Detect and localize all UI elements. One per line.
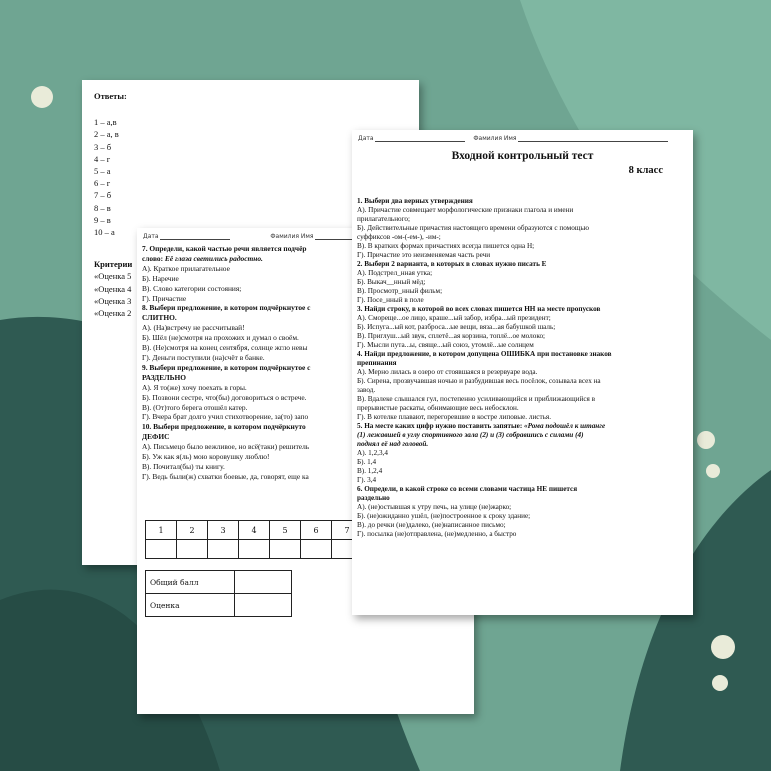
answer-grid-number: 7 <box>332 521 363 540</box>
grade-level: 8 класс <box>628 165 663 176</box>
option-text: А). Мерно лилась в озеро от стоявшаяся в резервуаре вода. <box>357 368 538 376</box>
text-line <box>357 386 688 395</box>
option-text: Г). В котелке плавают, перегоревшие в костре липовые. листья. <box>357 413 551 421</box>
option-text: Г). Причастие это неизменяемая часть речи <box>357 251 491 259</box>
option-text: А). Смореще...ое лицо, краше...ый забор, избра...ый президент; <box>357 314 551 322</box>
option-text: А). 1,2,3,4 <box>357 449 388 457</box>
text-line <box>357 233 688 242</box>
option-text: Б). Наречие <box>142 273 179 283</box>
option-text: В). Приглуш...ый звук, сплетё...ая корзина, топлё...ое молоко; <box>357 332 546 340</box>
option-text: прерывистые раскаты, обнимающие весь небосклон. <box>357 404 519 412</box>
option-text: В). В кратких формах причастиях всегда пишется одна Н; <box>357 242 535 250</box>
option-text: А). Подстрел_нная утка; <box>357 269 433 277</box>
option-text: А). Причастие совмещает морфологические признаки глагола и имени <box>357 206 574 214</box>
test-sheet-page-1 <box>352 130 693 615</box>
option-text: суффиксов -ом-(-ем-), -им-; <box>357 233 441 241</box>
text-line <box>357 269 688 278</box>
text-line <box>357 278 688 287</box>
answer-grid-number: 2 <box>177 521 208 540</box>
answer-item: 10 – а <box>94 227 115 238</box>
text-line <box>357 413 688 422</box>
text-line <box>357 332 688 341</box>
question-text: 10. Выбери предложение, в котором подчёркнуто <box>142 422 306 432</box>
option-text: Г). 3,4 <box>357 476 377 484</box>
text-line <box>357 485 688 494</box>
text-line <box>357 305 688 314</box>
answer-item: 7 – б <box>94 190 112 201</box>
text-line <box>357 296 688 305</box>
option-text: В). Слово категории состояния; <box>142 283 242 293</box>
option-text: А). (На)встречу не рассчитывай! <box>142 323 245 333</box>
text-line <box>357 503 688 512</box>
text-line <box>357 323 688 332</box>
answers-block <box>94 90 132 319</box>
option-text: Г). Деньги поступили (на)счёт в банке. <box>142 352 265 362</box>
answer-item: 3 – б <box>94 141 112 152</box>
total-score-label: Общий балл <box>146 571 235 594</box>
option-text: В). (Не)смотря на конец сентября, солнце жгло невы <box>142 343 308 353</box>
text-line <box>357 431 688 440</box>
answer-grid-number: 1 <box>146 521 177 540</box>
question-text: препинания <box>357 359 397 367</box>
quoted-text: Её глаза светились радостно. <box>164 253 263 263</box>
question-text: раздельно <box>357 494 390 502</box>
date-label: Дата <box>358 135 374 142</box>
option-text: Б). Уж как я(ль) мою коровушку люблю! <box>142 452 270 462</box>
criteria-title: Критерии <box>94 259 133 270</box>
text-line <box>357 251 688 260</box>
answer-item: 2 – а, в <box>94 129 119 140</box>
answer-grid-number: 6 <box>301 521 332 540</box>
option-text: Г). Посе_нный в поле <box>357 296 424 304</box>
text-line <box>357 350 688 359</box>
text-line <box>357 458 688 467</box>
option-text: Г). Ведь были(ж) схватки боевые, да, говорят, еще ка <box>142 471 309 481</box>
text-line <box>357 449 688 458</box>
text-line <box>357 404 688 413</box>
answer-grid <box>145 520 363 559</box>
name-label: Фамилия Имя <box>270 233 314 240</box>
option-text: Г). Мысли пута...ы, свяще...ый союз, утомлё...ые солнцем <box>357 341 534 349</box>
text-line <box>357 341 688 350</box>
answer-item: 9 – в <box>94 214 111 225</box>
option-text: В). до речки (не)далеко, (не)написанное письмо; <box>357 521 506 529</box>
text-line <box>357 512 688 521</box>
text-line <box>357 242 688 251</box>
text-line <box>357 287 688 296</box>
text-line <box>357 206 688 215</box>
option-text: Б). Позвони сестре, что(бы) договориться о встрече. <box>142 392 307 402</box>
date-label: Дата <box>143 233 159 240</box>
answers-title: Ответы: <box>94 91 127 101</box>
question-text: 2. Выбери 2 варианта, в которых в словах нужно писать Е <box>357 260 547 268</box>
option-text: В). 1,2,4 <box>357 467 383 475</box>
option-text: В). Просмотр_нный фильм; <box>357 287 443 295</box>
answers-list <box>94 116 132 238</box>
option-text: А). Я то(же) хочу поехать в горы. <box>142 382 247 392</box>
text-line <box>357 440 688 449</box>
text-line <box>357 314 688 323</box>
option-text: Б). Шёл (не)смотря на прохожих и думал о своём. <box>142 333 299 343</box>
criteria-list <box>94 270 132 319</box>
answer-grid-cell <box>146 540 177 559</box>
answer-item: 5 – а <box>94 166 111 177</box>
option-text: Б). Испуга...ый кот, разброса...ые вещи, вяза...ая бабушкой шаль; <box>357 323 556 331</box>
option-text: завод. <box>357 386 376 394</box>
test-title: Входной контрольный тест <box>451 150 594 162</box>
question-text: 6. Определи, в какой строке со всеми словами частица НЕ пишется <box>357 485 578 493</box>
answer-grid-number: 5 <box>270 521 301 540</box>
option-text: Г). Вчера брат долго учил стихотворение, за(то) запо <box>142 412 309 422</box>
text-line <box>357 197 688 206</box>
answer-grid-cell <box>177 540 208 559</box>
grade-label: Оценка <box>146 594 235 617</box>
answer-item: 1 – а,в <box>94 117 117 128</box>
text-line <box>357 359 688 368</box>
text-line <box>357 422 688 431</box>
text-line <box>357 368 688 377</box>
option-text: Б). Выкач__нный мёд; <box>357 278 426 286</box>
question-text: 3. Найди строку, в которой во всех словах пишется НН на месте пропусков <box>357 305 601 313</box>
option-text: Б). Сирена, прозвучавшая ночью и разбудившая весь посёлок, созывала всех на <box>357 377 601 385</box>
answer-grid-cell <box>208 540 239 559</box>
question-text: 1. Выбери два верных утверждения <box>357 197 473 205</box>
option-text: Б). (не)ожиданно ушёл, (не)построенное к сроку здание; <box>357 512 531 520</box>
question-text: 5. На месте каких цифр нужно поставить запятые: <box>357 422 525 430</box>
answer-item: 6 – г <box>94 178 111 189</box>
question-text: РАЗДЕЛЬНО <box>142 372 186 382</box>
text-line <box>357 395 688 404</box>
text-line <box>357 260 688 269</box>
answer-grid-number: 3 <box>208 521 239 540</box>
criteria-item: «Оценка 3 <box>94 295 132 306</box>
answer-item: 8 – в <box>94 202 111 213</box>
questions-1-6 <box>357 197 688 539</box>
option-text: А). (не)остывшая к утру печь, на улице (не)жарко; <box>357 503 512 511</box>
text-line <box>357 215 688 224</box>
option-text: прилагательного; <box>357 215 411 223</box>
text-line <box>357 224 688 233</box>
text-line <box>357 494 688 503</box>
text-line <box>357 377 688 386</box>
quoted-text: (1) лежавшей в углу спортивного зала (2) и (3) собравшись с силами (4) <box>357 431 584 439</box>
option-text: В). Почитал(бы) ты книгу. <box>142 461 225 471</box>
text-line <box>357 530 688 539</box>
option-text: Б). 1,4 <box>357 458 377 466</box>
option-text: А). Письмецо было вежливое, но всё(таки) решитель <box>142 442 310 452</box>
option-text: В). Вдалеке слышался гул, постепенно усиливающийся и приближающийся в <box>357 395 596 403</box>
answer-grid-cell <box>270 540 301 559</box>
option-text: Г). посылка (не)отправлена, (не)медленно, а быстро <box>357 530 517 538</box>
question-text: СЛИТНО. <box>142 313 177 323</box>
question-text: 8. Выбери предложение, в котором подчёркнутое с <box>142 303 311 313</box>
answer-grid-cell <box>301 540 332 559</box>
answer-grid-cell <box>239 540 270 559</box>
sheet-header <box>358 135 687 142</box>
answer-item: 4 – г <box>94 153 111 164</box>
question-text: слово: <box>142 253 165 263</box>
option-text: А). Краткое прилагательное <box>142 263 230 273</box>
criteria-item: «Оценка 4 <box>94 283 132 294</box>
option-text: Б). Действительные причастия настоящего времени образуются с помощью <box>357 224 589 232</box>
text-line <box>357 521 688 530</box>
text-line <box>357 476 688 485</box>
text-line <box>357 467 688 476</box>
option-text: Г). Причастие <box>142 293 187 303</box>
question-text: 4. Найди предложение, в котором допущена ОШИБКА при постановке знаков <box>357 350 612 358</box>
answer-grid-number: 4 <box>239 521 270 540</box>
question-text: ДЕФИС <box>142 432 170 442</box>
quoted-text: поднял её над головой. <box>357 440 429 448</box>
name-label: Фамилия Имя <box>473 135 517 142</box>
question-text: 7. Определи, какой частью речи является подчёр <box>142 244 307 253</box>
criteria-item: «Оценка 5 <box>94 271 132 282</box>
question-text: 9. Выбери предложение, в котором подчёркнутое с <box>142 362 311 372</box>
option-text: В). (От)того берега отошёл катер. <box>142 402 248 412</box>
criteria-item: «Оценка 2 <box>94 308 132 319</box>
quoted-text: «Рома подошёл к штанге <box>524 422 606 430</box>
score-table <box>145 570 292 617</box>
